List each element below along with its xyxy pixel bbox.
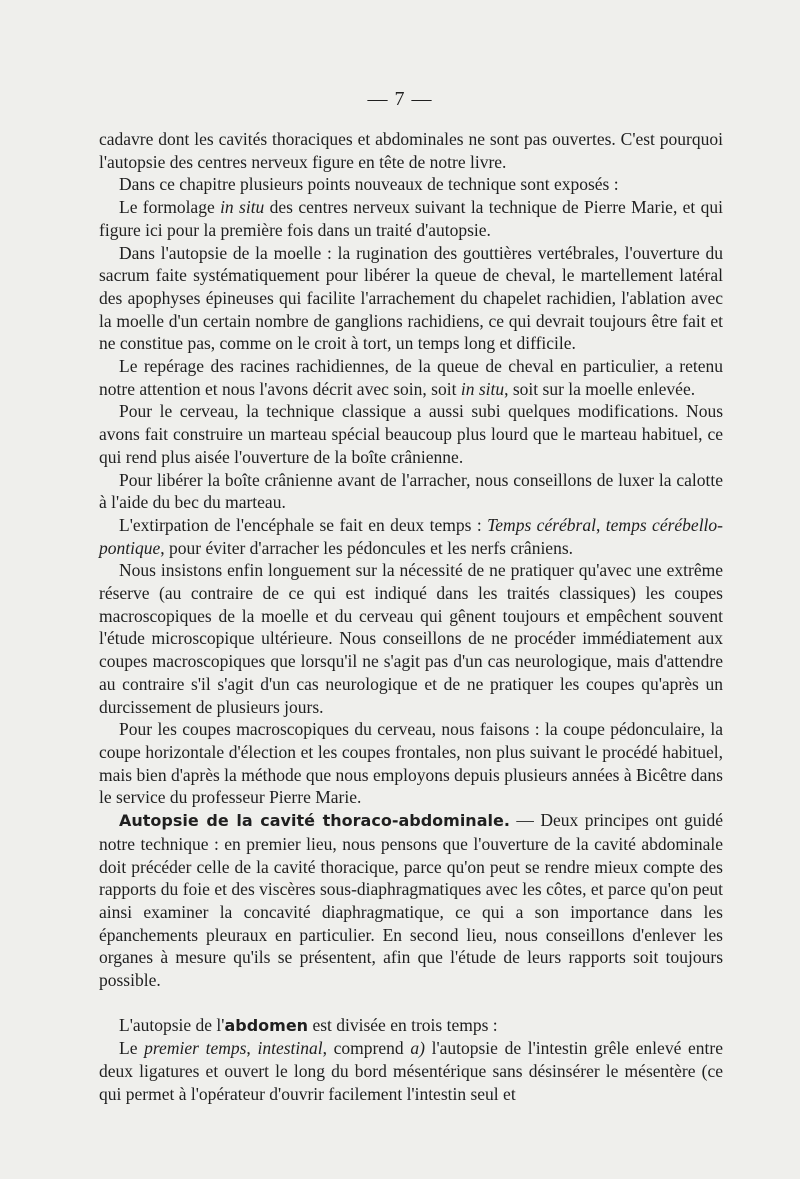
paragraph-8-italic: temps cérébello-pontique bbox=[99, 514, 723, 558]
paragraph-4: Dans l'autopsie de la moelle : la rugination des gouttières vertébrales, l'ouverture du sacrum faite systématiquement pour libérer la queue de cheval, le martellement latéral des apophyses épineuses qui facilite l'arrachement du chapelet rachidien, l'ablation avec la moelle d'un certain nombre de ganglions rachidiens, ce qui devrait toujours être fait et ne constitue pas, comme on le croit à tort, un temps long et difficile. bbox=[99, 242, 723, 354]
paragraph-8-text: , pour éviter d'arracher les pédoncules et les nerfs crâniens. bbox=[160, 537, 574, 558]
paragraph-3-italic: in situ bbox=[220, 197, 265, 218]
paragraph-13-text: l'autopsie de l'intestin grêle enlevé entre deux ligatures et ouvert le long du bord mésentérique sans désinsérer le mésentère (ce qui permet à l'opérateur d'ouvrir facilement l'intestin seul et bbox=[99, 1038, 723, 1104]
paragraph-8-text: L'extirpation de l'encéphale se fait en deux temps : bbox=[119, 514, 488, 535]
paragraph-13-italic: a) bbox=[410, 1038, 425, 1059]
paragraph-5-text: , soit sur la moelle enlevée. bbox=[504, 378, 696, 399]
paragraph-1: cadavre dont les cavités thoraciques et abdominales ne sont pas ouvertes. C'est pourquoi l'autopsie des centres nerveux figure en tête de notre livre. bbox=[99, 129, 723, 172]
section-heading: Autopsie de la cavité thoraco-abdominale. bbox=[119, 811, 510, 831]
paragraph-7: Pour libérer la boîte crânienne avant de l'arracher, nous conseillons de luxer la calotte à l'aide du bec du marteau. bbox=[99, 469, 723, 513]
paragraph-12-text: est divisée en trois temps : bbox=[308, 1014, 498, 1035]
paragraph-11-text: — Deux principes ont guidé notre technique : en premier lieu, nous pensons que l'ouverture de la cavité abdominale doit précéder celle de la cavité thoracique, parce qu'on peut se rendre mieux compte des rapports du foie et des viscères sous-diaphragmatiques avec les côtes, et parce qu'on peut ainsi examiner la concavité diaphragmatique, ce qui a son importance dans les épanchements pleuraux en particulier. En second lieu, nous conseillons d'enlever les organes à mesure qu'ils se présentent, afin que l'étude de leurs rapports soit toujours possible. bbox=[99, 810, 724, 991]
paragraph-13-italic: intestinal bbox=[257, 1038, 323, 1059]
paragraph-8 bbox=[99, 514, 723, 559]
paragraph-12-text: L'autopsie de l' bbox=[119, 1014, 225, 1035]
paragraph-3-text: Le formolage bbox=[119, 197, 221, 218]
paragraph-5-italic: in situ bbox=[460, 378, 505, 399]
paragraph-13-text: , comprend bbox=[322, 1038, 411, 1059]
body-text bbox=[99, 128, 723, 1106]
paragraph-5-text: Le repérage des racines rachidiennes, de la queue de cheval en particulier, a retenu notre attention et nous l'avons décrit avec soin, soit bbox=[99, 356, 723, 399]
paragraph-8-italic: Temps cérébral bbox=[487, 514, 596, 535]
paragraph-13-text: , bbox=[246, 1038, 258, 1059]
paragraph-12 bbox=[99, 1014, 723, 1038]
paragraph-13 bbox=[99, 1037, 723, 1105]
paragraph-6: Pour le cerveau, la technique classique a aussi subi quelques modifications. Nous avons fait construire un marteau spécial beaucoup plus lourd que le marteau habituel, ce qui rend plus aisée l'ouverture de la boîte crânienne. bbox=[99, 401, 723, 467]
paragraph-12-bold: abdomen bbox=[224, 1015, 309, 1035]
paragraph-11 bbox=[99, 809, 723, 992]
paragraph-2: Dans ce chapitre plusieurs points nouveaux de technique sont exposés : bbox=[119, 174, 619, 195]
paragraph-13-italic: premier temps bbox=[144, 1038, 247, 1059]
paragraph-3-text: des centres nerveux suivant la technique de Pierre Marie, et qui figure ici pour la première fois dans un traité d'autopsie. bbox=[99, 197, 723, 240]
paragraph-9: Nous insistons enfin longuement sur la nécessité de ne pratiquer qu'avec une extrême réserve (au contraire de ce qui est indiqué dans les traités classiques) les coupes macroscopiques de la moelle et du cerveau qui gênent toujours et empêchent souvent l'étude microscopique ultérieure. Nous conseillons de ne procéder immédiatement aux coupes macroscopiques que lorsqu'il ne s'agit pas d'un cas neurologique, mais d'attendre au contraire s'il s'agit d'un cas neurologique et de ne pratiquer les coupes qu'après un durcissement de plusieurs jours. bbox=[99, 560, 723, 717]
paragraph-8-text: , bbox=[595, 514, 606, 535]
paragraph-3 bbox=[99, 196, 723, 241]
paragraph-13-text: Le bbox=[119, 1038, 145, 1059]
paragraph-10: Pour les coupes macroscopiques du cerveau, nous faisons : la coupe pédonculaire, la coupe horizontale d'élection et les coupes frontales, non plus suivant le procédé habituel, mais bien d'après la méthode que nous employons depuis plusieurs années à Bicêtre dans le service du professeur Pierre Marie. bbox=[99, 719, 723, 808]
page-number: — 7 — bbox=[367, 88, 433, 110]
paragraph-5 bbox=[99, 355, 723, 400]
